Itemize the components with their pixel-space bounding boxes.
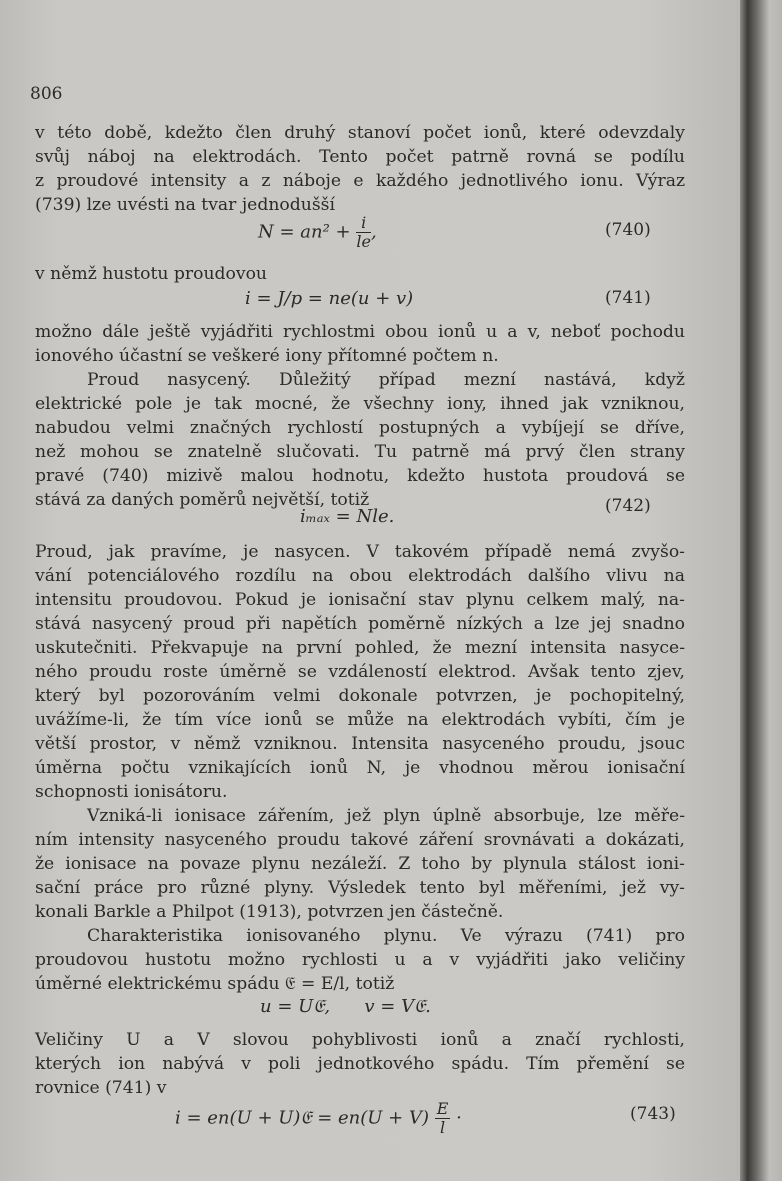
text-line: sační práce pro různé plyny. Výsledek tento byl měřeními, jež vy-	[35, 878, 685, 898]
equation-number-741: (741)	[605, 288, 651, 308]
text-line: Vzniká-li ionisace zářením, jež plyn úplně absorbuje, lze měře-	[87, 806, 685, 826]
book-spine	[740, 0, 782, 1181]
text-line: proudovou hustotu možno rychlosti u a v vyjádřiti jako veličiny	[35, 950, 685, 970]
equation-number-743: (743)	[630, 1104, 676, 1124]
text-line: stává za daných poměrů největší, totiž	[35, 490, 370, 510]
text-line: v této době, kdežto člen druhý stanoví počet ionů, které odevzdaly	[35, 123, 685, 143]
text-line: který byl pozorováním velmi dokonale potvrzen, je pochopitelný,	[35, 686, 685, 706]
text-line: kterých ion nabývá v poli jednotkového spádu. Tím přemění se	[35, 1054, 685, 1074]
text-line: Charakteristika ionisovaného plynu. Ve výrazu (741) pro	[87, 926, 685, 946]
text-line: ného proudu roste úměrně se vzdáleností elektrod. Avšak tento zjev,	[35, 662, 685, 682]
text-line: úměrné elektrickému spádu 𝔈 = E/l, totiž	[35, 974, 395, 994]
equation-743: i = en(U + U)𝔈 = en(U + V) $\frac{E}{l}$ ·	[175, 1099, 462, 1137]
text-line: v němž hustotu proudovou	[35, 264, 267, 284]
fraction-740: $\frac{i}{le}$	[356, 213, 371, 251]
equation-740: N = an² + $\frac{i}{le}$ ,	[258, 213, 377, 251]
text-line: svůj náboj na elektrodách. Tento počet patrně rovná se podílu	[35, 147, 685, 167]
text-line: intensitu proudovou. Pokud je ionisační stav plynu celkem malý, na-	[35, 590, 685, 610]
text-line: úměrna počtu vznikajících ionů N, je vhodnou měrou ionisační	[35, 758, 685, 778]
text-line: Veličiny U a V slovou pohyblivosti ionů a značí rychlosti,	[35, 1030, 685, 1050]
text-line: nabudou velmi značných rychlostí postupných a vybíjejí se dříve,	[35, 418, 685, 438]
text-line: konali Barkle a Philpot (1913), potvrzen jen částečně.	[35, 902, 504, 922]
text-line: ionového účastní se veškeré iony přítomné počtem n.	[35, 346, 499, 366]
text-line: možno dále ještě vyjádřiti rychlostmi obou ionů u a v, neboť pochodu	[35, 322, 685, 342]
text-line: Proud, jak pravíme, je nasycen. V takovém případě nemá zvyšo-	[35, 542, 685, 562]
text-line: že ionisace na povaze plynu nezáleží. Z toho by plynula stálost ioni-	[35, 854, 685, 874]
text-line: pravé (740) mizivě malou hodnotu, kdežto hustota proudová se	[35, 466, 685, 486]
text-line: (739) lze uvésti na tvar jednodušší	[35, 195, 335, 215]
text-line: uvážíme-li, že tím více ionů se může na elektrodách vybíti, čím je	[35, 710, 685, 730]
text-line: z proudové intensity a z náboje e každého jednotlivého ionu. Výraz	[35, 171, 685, 191]
equation-number-740: (740)	[605, 220, 651, 240]
text-line: rovnice (741) v	[35, 1078, 167, 1098]
text-line: stává nasycený proud při napětích poměrně nízkých a lze jej snadno	[35, 614, 685, 634]
page-number: 806	[30, 84, 63, 104]
equation-741: i = J/p = ne(u + v)	[245, 288, 414, 309]
text-line: uskutečniti. Překvapuje na první pohled, že mezní intensita nasyce-	[35, 638, 685, 658]
text-line: Proud nasycený. Důležitý případ mezní nastává, když	[87, 370, 685, 390]
fraction-743: $\frac{E}{l}$	[436, 1099, 449, 1137]
text-line: vání potenciálového rozdílu na obou elektrodách dalšího vlivu na	[35, 566, 685, 586]
text-line: ním intensity nasyceného proudu takové záření srovnávati a dokázati,	[35, 830, 685, 850]
text-line: než mohou se znatelně slučovati. Tu patrně má prvý člen strany	[35, 442, 685, 462]
equation-velocities: u = U𝔈, v = V𝔈.	[260, 996, 431, 1017]
text-line: větší prostor, v němž vzniknou. Intensita nasyceného proudu, jsouc	[35, 734, 685, 754]
equation-number-742: (742)	[605, 496, 651, 516]
text-line: schopnosti ionisátoru.	[35, 782, 228, 802]
text-line: elektrické pole je tak mocné, že všechny iony, ihned jak vzniknou,	[35, 394, 685, 414]
equation-742: iₘₐₓ = Nle.	[300, 506, 395, 527]
